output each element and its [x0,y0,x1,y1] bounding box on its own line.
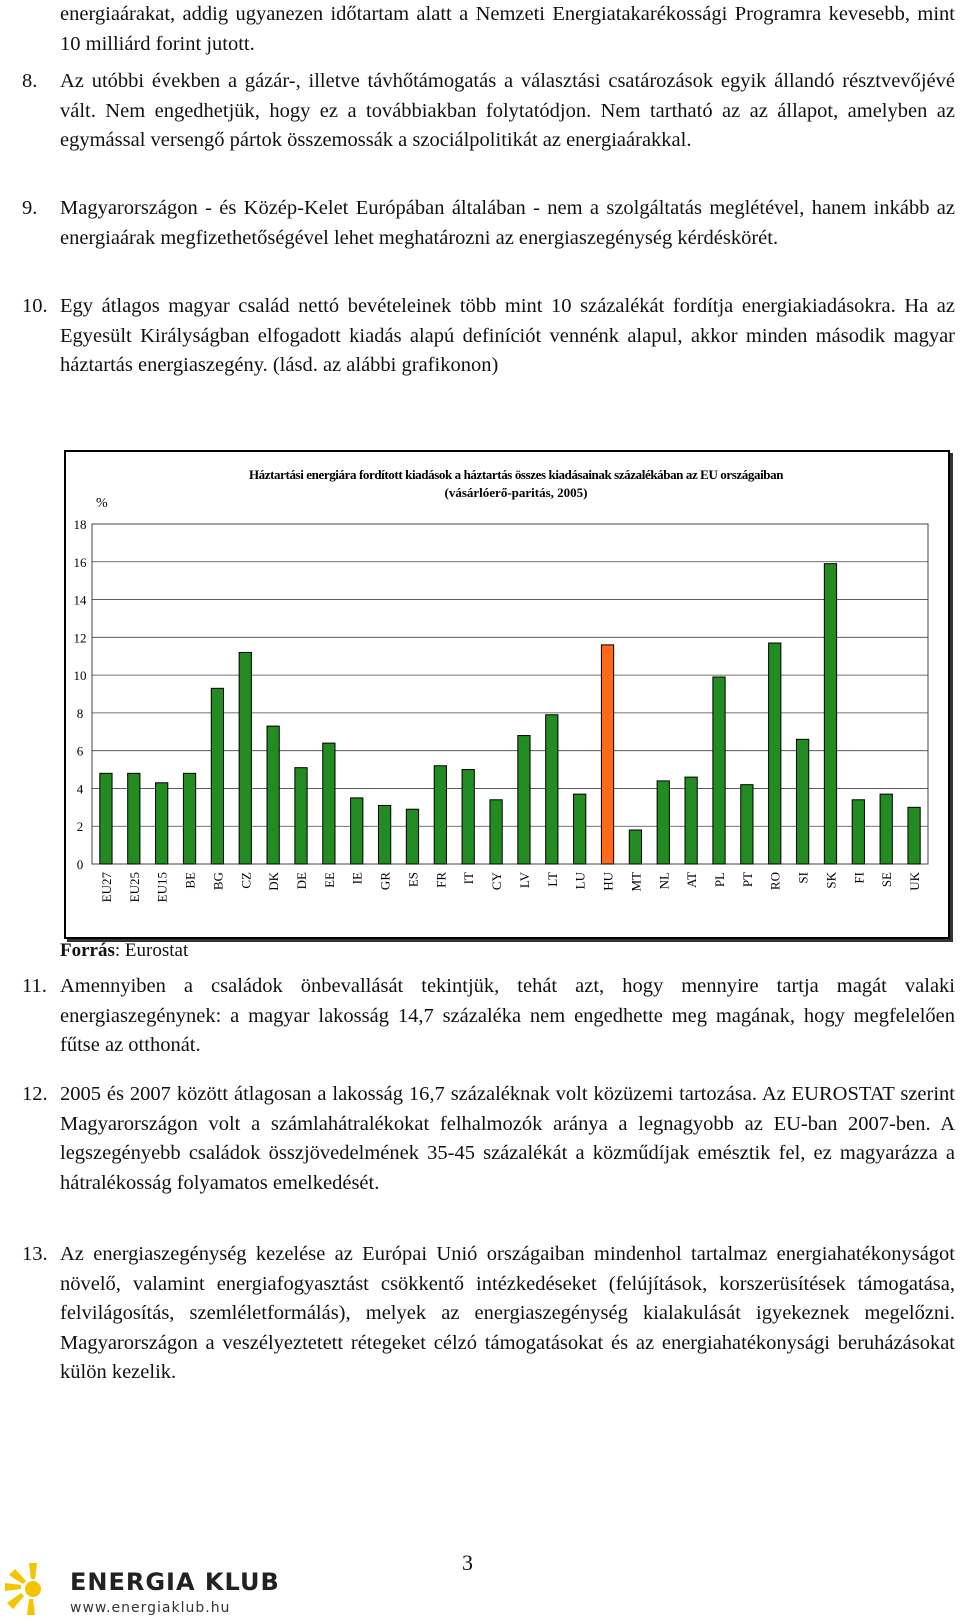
x-tick-label: RO [767,872,783,891]
x-tick-label: AT [684,872,700,888]
paragraph-9 [22,194,955,253]
source-note [60,940,188,962]
bar-ie [351,798,363,864]
y-tick-label: 18 [73,517,87,532]
x-tick-label: EE [321,872,337,888]
bar-fi [852,800,864,864]
paragraph-number: 12. [22,1083,48,1105]
bar-sk [824,564,836,864]
bar-cy [490,800,502,864]
x-tick-label: IE [349,872,365,885]
bar-fr [434,766,446,864]
x-tick-label: MT [628,872,644,892]
bar-lu [574,794,586,864]
x-tick-label: FI [851,872,867,884]
x-tick-label: CZ [238,872,254,889]
chart-subtitle: (vásárlóerő-paritás, 2005) [444,485,588,500]
x-tick-label: SE [879,872,895,888]
paragraph-number: 8. [22,70,38,92]
paragraph-13 [22,1240,955,1388]
y-tick-label: 2 [76,819,84,835]
paragraph-number: 10. [22,295,48,317]
y-tick-label: 8 [76,705,84,721]
x-tick-label: PT [739,872,755,888]
source-label: Forrás [60,940,115,961]
bar-mt [629,830,641,864]
x-tick-label: HU [600,872,616,891]
bar-bg [211,688,223,864]
x-tick-label: BG [210,872,226,891]
paragraph-text: Egy átlagos magyar család nettó bevételeinek több mint 10 százalékát fordítja energiakiadásokra. Ha az Egyesült Királyságban elfogadott kiadás alapú definíciót vennénk alapul, akkor minden második magyar háztartás energiaszegény. (lásd. az alábbi grafikonon) [60,295,955,376]
y-tick-label: 16 [73,554,87,570]
chart-frame [64,450,950,939]
bar-pl [713,677,725,864]
x-tick-label: EU27 [98,872,114,903]
x-tick-label: SK [823,872,839,889]
x-tick-label: PL [712,872,727,888]
x-tick-label: IT [461,872,477,885]
x-tick-label: EU15 [154,872,170,903]
paragraph-number: 11. [22,975,47,997]
y-tick-label: 4 [76,781,84,797]
logo-name: ENERGIA KLUB [70,1568,280,1596]
bar-dk [267,726,279,864]
x-tick-label: LU [572,872,588,890]
y-tick-label: 10 [73,668,87,684]
x-tick-label: LV [516,872,532,889]
bar-pt [741,785,753,864]
chart-title: Háztartási energiára fordított kiadások a háztartás összes kiadásainak százalékában az EU országaiban [248,467,784,482]
bar-gr [378,805,390,864]
y-tick-label: 0 [76,857,84,872]
bar-de [295,768,307,864]
x-tick-label: DE [294,872,309,890]
bar-es [406,809,418,864]
paragraph-number: 13. [22,1243,48,1265]
bar-ee [323,743,335,864]
y-tick-label: 14 [73,592,87,608]
x-tick-label: SI [795,872,811,884]
x-tick-label: EU25 [126,872,142,903]
paragraph-number: 9. [22,197,38,219]
bar-at [685,777,697,864]
bar-si [796,739,808,864]
page-number: 3 [462,1550,473,1575]
bar-ro [769,643,781,864]
intro-continuation: energiaárakat, addig ugyanezen időtartam alatt a Nemzeti Energiatakarékossági Programra kevesebb, mint 10 milliárd forint jutott. [60,3,955,55]
bar-se [880,794,892,864]
paragraph-text: Magyarországon - és Közép-Kelet Európában általában - nem a szolgáltatás meglétével, hanem inkább az energiaárak megfizethetőségével lehet meghatározni az energiaszegénység kérdéskörét. [60,197,955,249]
x-tick-label: CY [489,872,505,891]
paragraph-text: Az energiaszegénység kezelése az Európai Unió országaiban mindenhol tartalmaz energiahatékonyságot növelő, valamint energiafogyasztást csökkentő intézkedéseket (felújítások, korszerüsítések támogatása, felvilágosítás, szemléletformálás), melyek az energiaszegénység kialakulását igyekeznek megelőzni. Magyarországon a veszélyeztetett rétegeket célzó támogatásokat és az energiahatékonysági beruházásokat külön kezelik. [60,1243,955,1383]
y-tick-label: 6 [76,743,84,759]
bar-it [462,770,474,864]
x-tick-label: DK [266,872,282,891]
bar-lt [546,715,558,864]
logo-url: www.energiaklub.hu [70,1600,231,1616]
x-tick-label: BE [182,872,198,889]
x-tick-label: LT [544,872,560,887]
y-tick-label: 12 [73,630,87,646]
source-value: : Eurostat [114,940,189,961]
paragraph-8 [22,67,955,156]
bar-lv [518,736,530,864]
bar-cz [239,652,251,864]
x-tick-label: NL [656,872,672,890]
bar-chart [66,452,948,937]
paragraph-10 [22,292,955,381]
bar-be [183,773,195,864]
paragraph-text: Amennyiben a családok önbevallását tekintjük, tehát azt, hogy mennyire tartja magát valaki energiaszegénynek: a magyar lakosság 14,7 százaléka nem engedhette meg magának, hogy megfelelően fűtse az otthonát. [60,975,955,1056]
paragraph-11 [22,972,955,1061]
x-tick-label: FR [433,872,449,888]
x-tick-label: GR [377,872,393,891]
y-axis-label: % [96,496,108,511]
bar-eu27 [100,773,112,864]
x-tick-label: ES [405,872,421,888]
paragraph-text: 2005 és 2007 között átlagosan a lakosság 16,7 százaléknak volt közüzemi tartozása. Az EUROSTAT szerint Magyarországon volt a számlahátralékokat felhalmozók aránya a legnagyobb az EU-ban 2007-ben. A legszegényebb családok összjövedelmének 35-45 százalékát a közműdíjak emésztik fel, ez magyarázza a hátralékosság folyamatos emelkedését. [60,1083,955,1194]
bar-hu [601,645,613,864]
x-tick-label: UK [907,872,923,891]
bar-nl [657,781,669,864]
paragraph-12 [22,1080,955,1198]
bar-uk [908,807,920,864]
bar-eu15 [156,783,168,864]
paragraph-text: Az utóbbi években a gázár-, illetve távhőtámogatás a választási csatározások egyik állandó résztvevőjévé vált. Nem engedhetjük, hogy ez a továbbiakban folytatódjon. Nem tartható az az állapot, amelyben az egymással versengő pártok összemossák a szociálpolitikát az energiaárakkal. [60,70,955,151]
bar-eu25 [128,773,140,864]
